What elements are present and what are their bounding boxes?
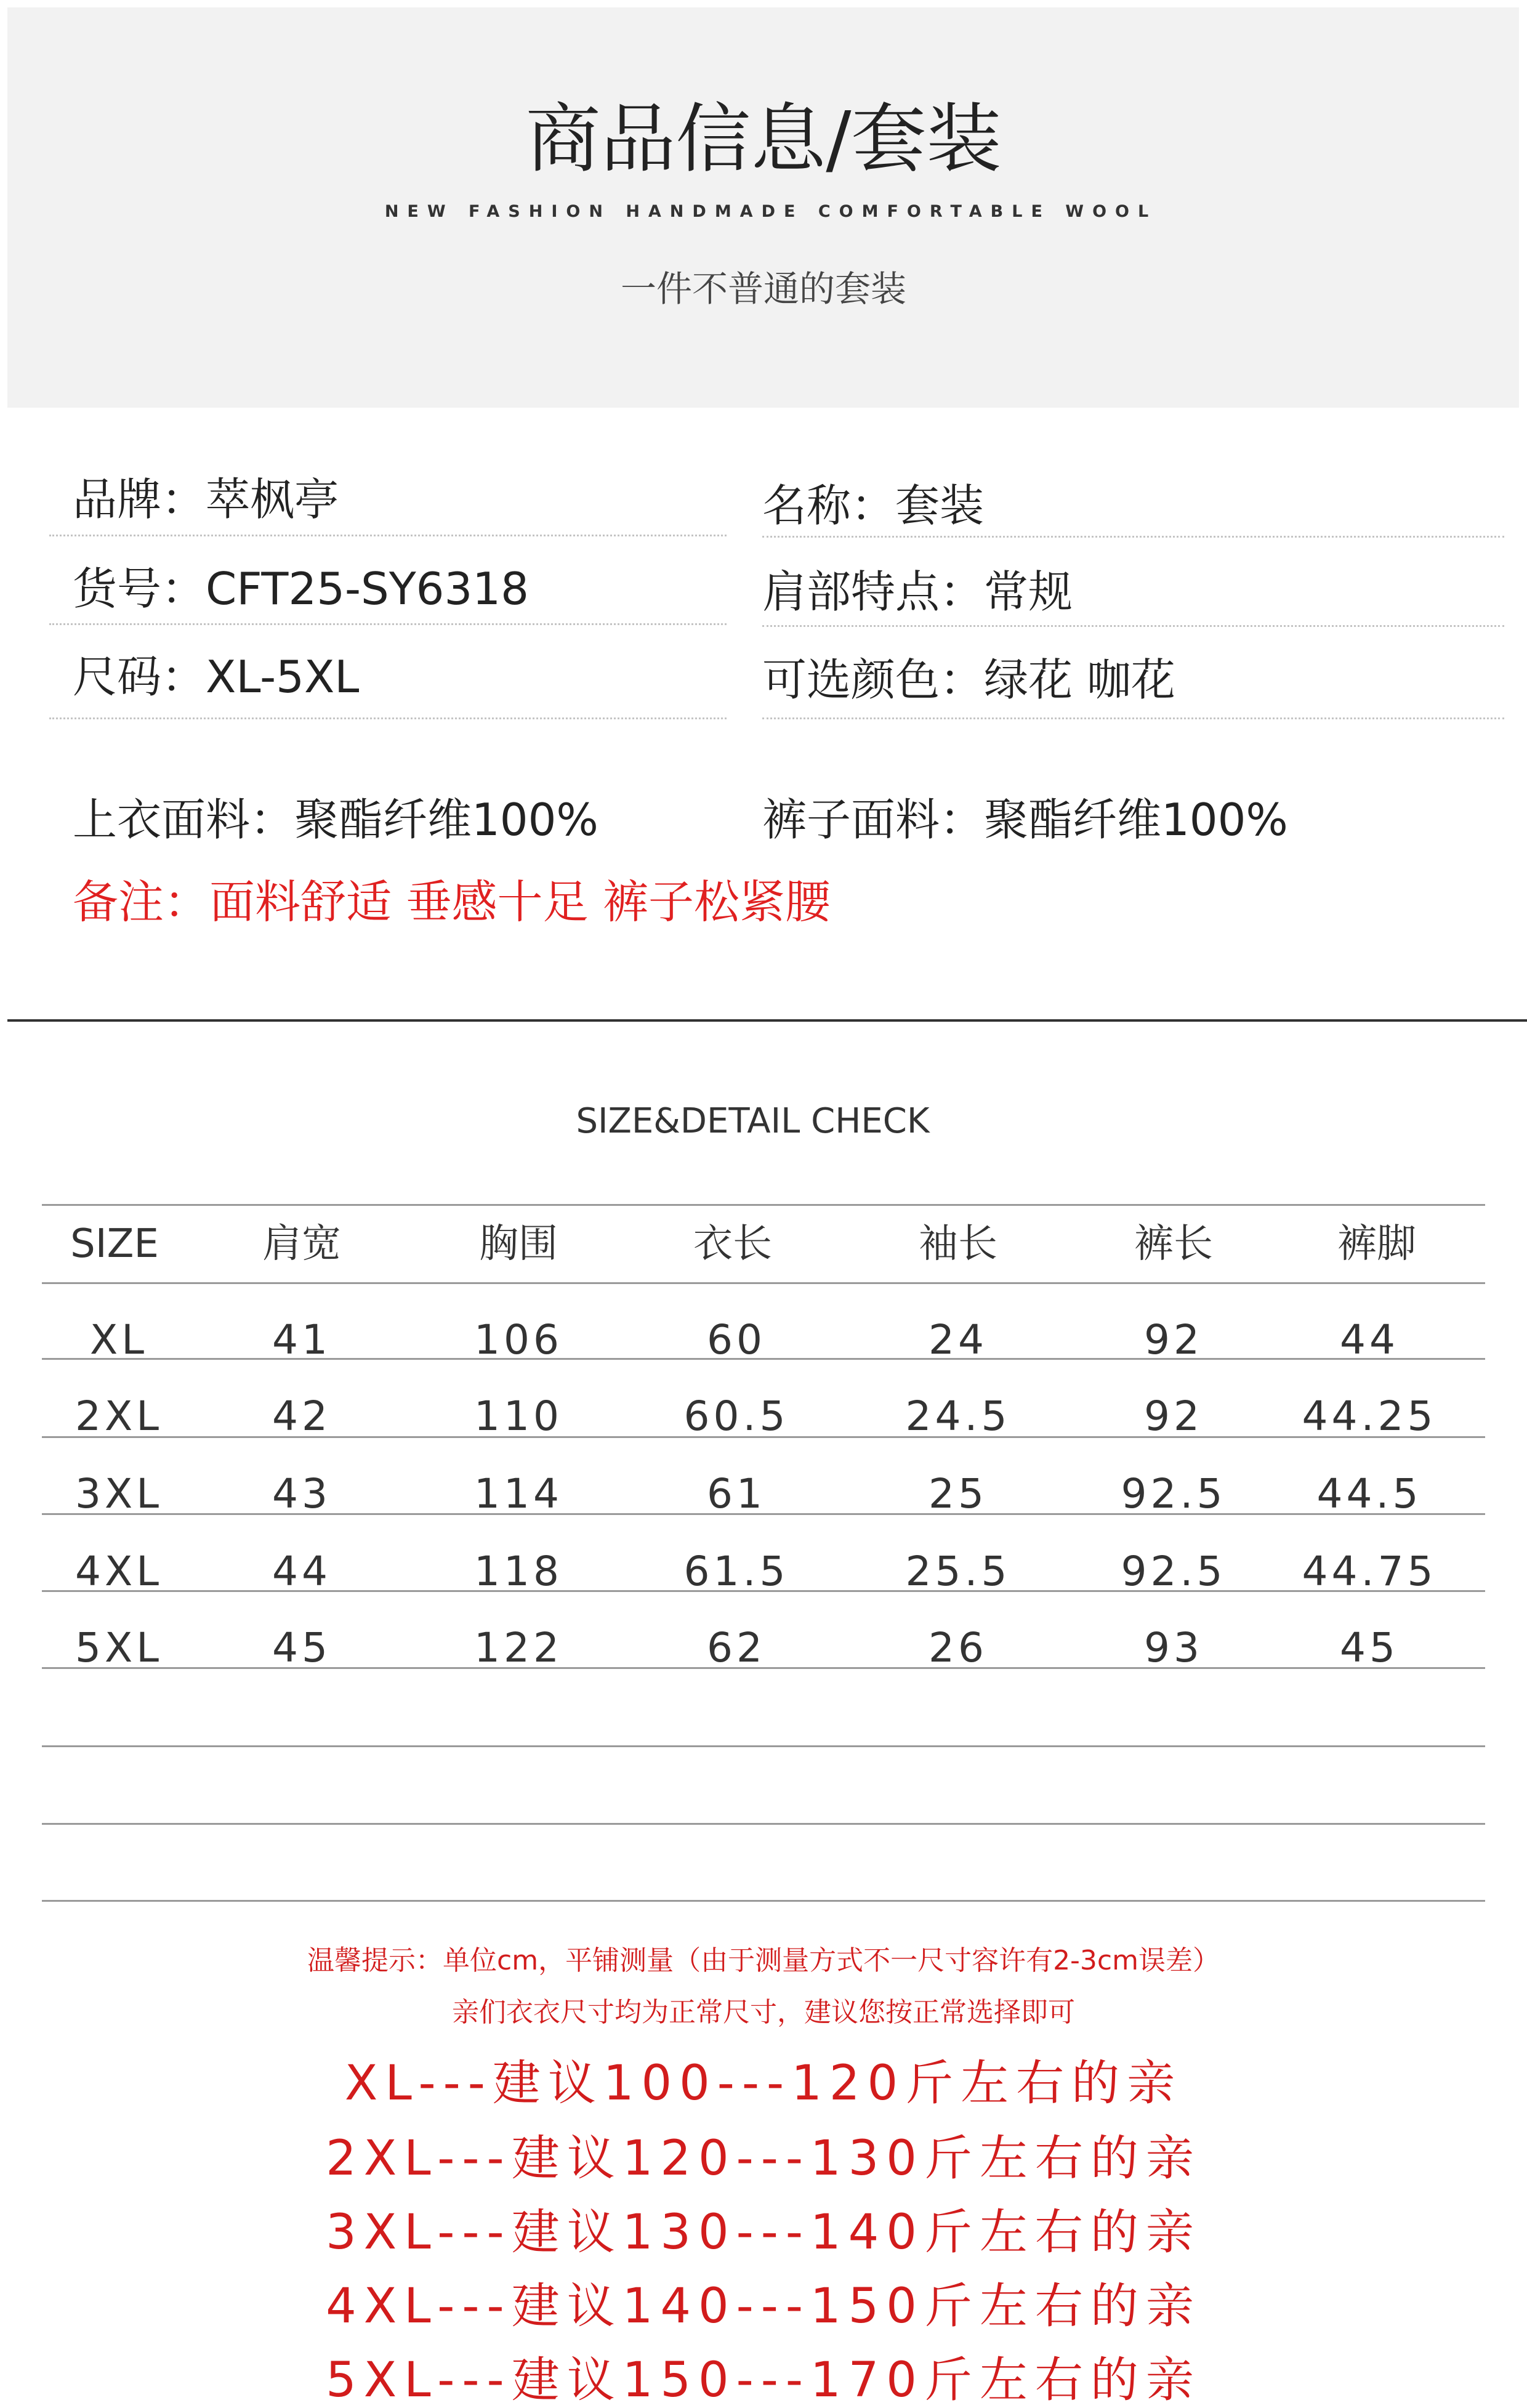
size-recommendation: 5XL---建议150---170斤左右的亲 <box>326 2353 1201 2408</box>
size-recommendation: 3XL---建议130---140斤左右的亲 <box>326 2205 1201 2260</box>
table-rule <box>42 1745 1485 1747</box>
info-separator <box>49 623 727 625</box>
sizing-advice: 亲们衣衣尺寸均为正常尺寸，建议您按正常选择即可 <box>452 1997 1075 2028</box>
info-separator <box>49 535 727 536</box>
name-label: 名称：套装 <box>762 480 985 531</box>
section-divider <box>7 1019 1527 1022</box>
info-separator <box>762 536 1504 538</box>
english-subtitle: NEW FASHION HANDMADE COMFORTABLE WOOL <box>384 202 1158 221</box>
info-separator <box>49 717 727 719</box>
info-separator <box>762 717 1504 719</box>
size-range-label: 尺码：XL-5XL <box>73 651 360 703</box>
table-rule <box>42 1204 1485 1206</box>
top-fabric-label: 上衣面料：聚酯纤维100% <box>73 794 598 846</box>
size-recommendation: 4XL---建议140---150斤左右的亲 <box>326 2279 1201 2334</box>
info-separator <box>762 625 1504 627</box>
size-recommendation: 2XL---建议120---130斤左右的亲 <box>326 2131 1201 2186</box>
tagline: 一件不普通的套装 <box>620 268 906 310</box>
page-title: 商品信息/套装 <box>525 95 1002 183</box>
pants-fabric-label: 裤子面料：聚酯纤维100% <box>762 794 1288 846</box>
table-rule <box>42 1282 1485 1284</box>
color-options-label: 可选颜色：绿花 咖花 <box>762 654 1175 706</box>
brand-label: 品牌：萃枫亭 <box>73 474 339 525</box>
size-table-title: SIZE&DETAIL CHECK <box>576 1101 930 1141</box>
item-number-label: 货号：CFT25-SY6318 <box>73 563 529 615</box>
remark-text: 备注：面料舒适 垂感十足 裤子松紧腰 <box>73 876 831 929</box>
shoulder-label: 肩部特点：常规 <box>762 566 1073 618</box>
table-rule <box>42 1823 1485 1825</box>
table-rule <box>42 1900 1485 1902</box>
size-recommendation: XL---建议100---120斤左右的亲 <box>344 2056 1183 2111</box>
measurement-tip: 温馨提示：单位cm，平铺测量（由于测量方式不一尺寸容许有2-3cm误差） <box>307 1945 1220 1976</box>
